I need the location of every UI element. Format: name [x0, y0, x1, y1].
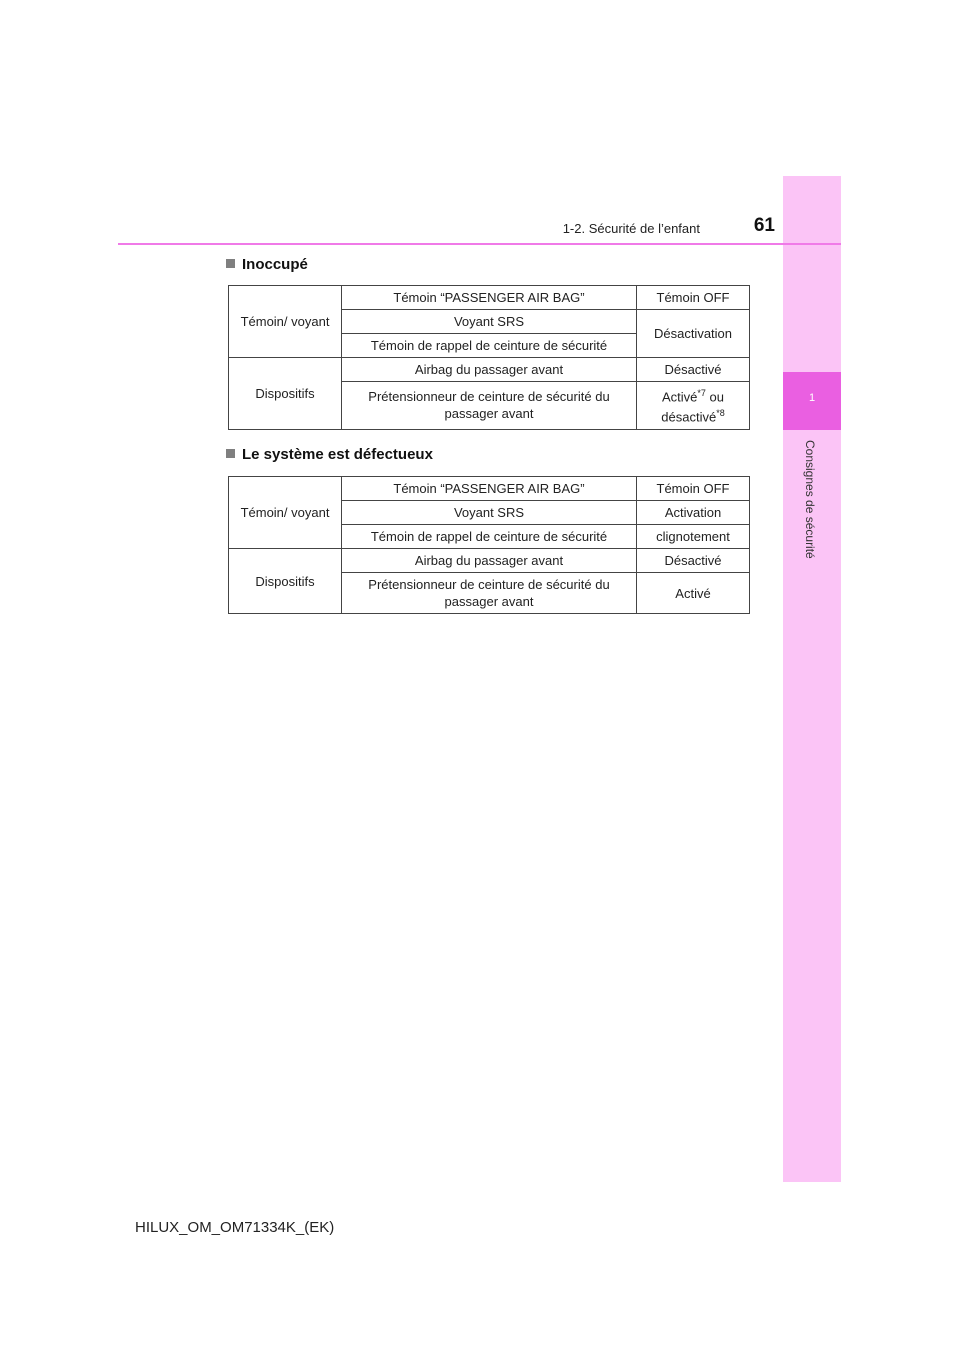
group-cell: Témoin/ voyant — [229, 286, 342, 358]
state-cell: Désactivé — [637, 549, 750, 573]
group-cell: Témoin/ voyant — [229, 477, 342, 549]
page-number: 61 — [753, 215, 775, 236]
table-row — [229, 358, 750, 382]
state-cell: clignotement — [637, 525, 750, 549]
state-cell: Témoin OFF — [637, 286, 750, 310]
chapter-sidebar — [783, 176, 841, 1182]
state-text: ou — [709, 389, 724, 405]
heading-text: Inoccupé — [242, 256, 308, 273]
heading-inoccupe — [226, 256, 308, 273]
state-cell: Activation — [637, 501, 750, 525]
square-bullet-icon — [226, 449, 235, 458]
chapter-title: Consignes de sécurité — [803, 440, 817, 559]
document-code: HILUX_OM_OM71334K_(EK) — [135, 1219, 335, 1236]
section-title: 1-2. Sécurité de l’enfant — [562, 221, 700, 236]
item-cell: Témoin de rappel de ceinture de sécurité — [342, 525, 637, 549]
heading-text: Le système est défectueux — [242, 446, 433, 463]
table-defectueux — [228, 476, 750, 614]
heading-defectueux — [226, 446, 433, 463]
footnote-ref: *8 — [716, 408, 725, 419]
table-inoccupe — [228, 285, 750, 430]
table-row — [229, 549, 750, 573]
square-bullet-icon — [226, 259, 235, 268]
state-text: désactivé — [661, 409, 717, 425]
item-cell: Prétensionneur de ceinture de sécurité du passager avant — [342, 573, 637, 614]
state-cell: Activé — [637, 573, 750, 614]
header-divider — [118, 243, 841, 245]
table-row — [229, 477, 750, 501]
item-cell: Voyant SRS — [342, 310, 637, 334]
state-cell: Désactivation — [637, 310, 750, 358]
state-cell — [637, 382, 750, 430]
group-cell: Dispositifs — [229, 549, 342, 614]
chapter-number: 1 — [808, 392, 816, 404]
state-cell: Témoin OFF — [637, 477, 750, 501]
item-cell: Airbag du passager avant — [342, 358, 637, 382]
state-cell: Désactivé — [637, 358, 750, 382]
chapter-tab[interactable] — [783, 372, 841, 430]
footnote-ref: *7 — [697, 388, 706, 398]
item-cell: Témoin “PASSENGER AIR BAG” — [342, 286, 637, 310]
item-cell: Voyant SRS — [342, 501, 637, 525]
item-cell: Témoin de rappel de ceinture de sécurité — [342, 334, 637, 358]
item-cell: Prétensionneur de ceinture de sécurité du passager avant — [342, 382, 637, 430]
table-row — [229, 286, 750, 310]
item-cell: Témoin “PASSENGER AIR BAG” — [342, 477, 637, 501]
item-cell: Airbag du passager avant — [342, 549, 637, 573]
group-cell: Dispositifs — [229, 358, 342, 430]
state-text: Activé — [661, 389, 698, 405]
